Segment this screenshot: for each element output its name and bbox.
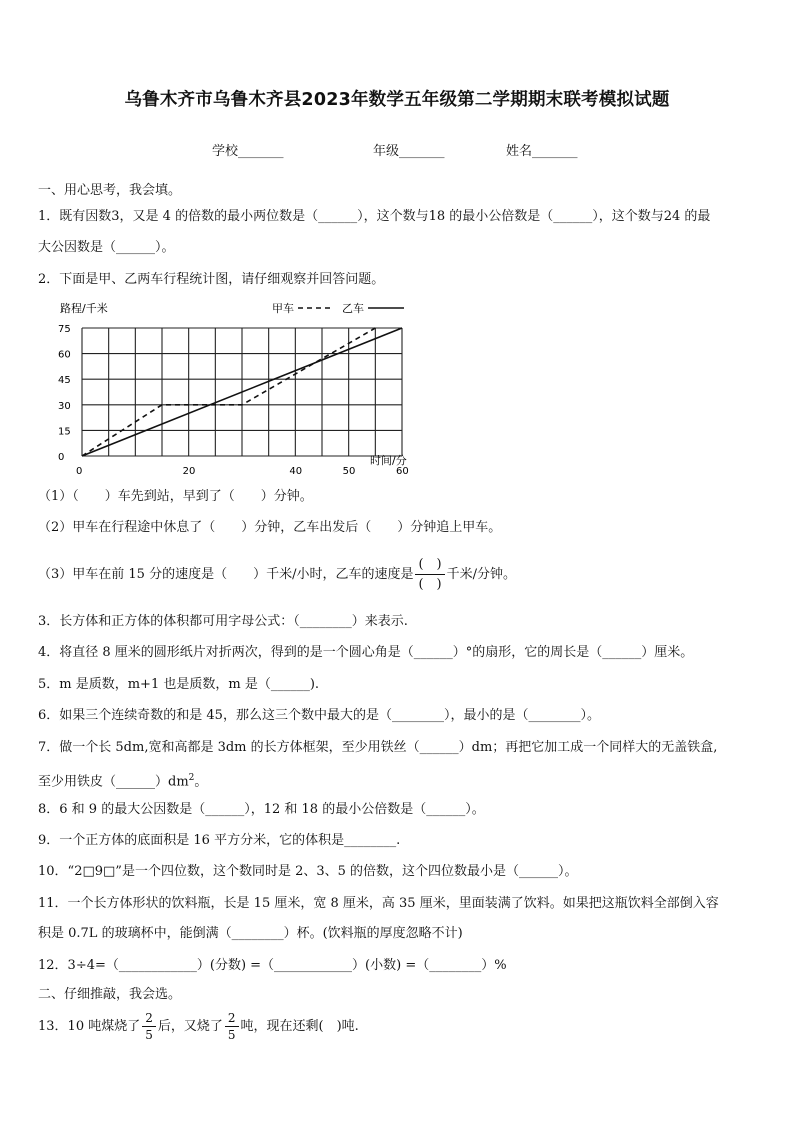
legend-label: 甲车 — [272, 302, 294, 315]
question-2: 2．下面是甲、乙两车行程统计图，请仔细观察并回答问题。 — [38, 272, 385, 287]
fraction-two-fifths-a — [142, 1010, 156, 1043]
x-tick-label: 40 — [289, 466, 303, 477]
question-11-line-1: 11．一个长方体形状的饮料瓶，长是 15 厘米，宽 8 厘米，高 35 厘米，里面装满了饮料。如果把这瓶饮料全部倒入容 — [38, 896, 719, 911]
question-2-part-2: （2）甲车在行程途中休息了（ ）分钟，乙车出发后（ ）分钟追上甲车。 — [38, 520, 502, 535]
speed-fraction — [415, 555, 444, 594]
section-heading-1: 一、用心思考，我会填。 — [38, 183, 182, 198]
question-13-text-a: 13．10 吨煤烧了 — [38, 1019, 141, 1034]
chart-legend — [272, 302, 404, 315]
question-3: 3．长方体和正方体的体积都可用字母公式：（________）来表示. — [38, 614, 408, 629]
fraction-two-fifths-b — [225, 1010, 239, 1043]
travel-chart — [40, 298, 420, 484]
series-line-jia — [82, 328, 375, 456]
question-7-line-2 — [38, 768, 760, 792]
y-axis-ticks — [58, 324, 71, 463]
x-axis-ticks — [76, 466, 409, 477]
question-5: 5．m 是质数，m+1 也是质数，m 是（______). — [38, 677, 320, 692]
grade-field: 年级_______ — [373, 144, 445, 159]
y-tick-label: 15 — [58, 426, 71, 438]
question-10: 10．“2□9□”是一个四位数，这个数同时是 2、3、5 的倍数，这个四位数最小是（______）。 — [38, 864, 578, 879]
x-tick-label: 60 — [396, 466, 409, 477]
y-tick-label: 45 — [58, 375, 71, 387]
x-axis-label: 时间/分 — [370, 454, 407, 467]
question-7-line-1: 7．做一个长 5dm,宽和高都是 3dm 的长方体框架，至少用铁丝（______）dm；再把它加工成一个同样大的无盖铁盒, — [38, 740, 718, 755]
y-tick-label: 0 — [58, 452, 65, 463]
question-12: 12．3÷4=（____________）(分数) =（____________）(小数) =（________）% — [38, 958, 507, 973]
y-tick-label: 30 — [58, 400, 71, 412]
question-6: 6．如果三个连续奇数的和是 45，那么这三个数中最大的是（________），最小的是（________）。 — [38, 708, 600, 723]
y-axis-label: 路程/千米 — [60, 302, 108, 315]
y-tick-label: 60 — [58, 349, 71, 361]
question-2-part-3 — [38, 555, 760, 594]
question-2-part-1: （1）（ ）车先到站，早到了（ ）分钟。 — [38, 489, 313, 504]
question-11-line-2: 积是 0.7L 的玻璃杯中，能倒满（________）杯。(饮料瓶的厚度忽略不计) — [38, 926, 463, 941]
superscript-2: 2 — [188, 773, 195, 783]
fraction-numerator: 2 — [142, 1010, 156, 1027]
x-tick-label: 20 — [182, 466, 196, 477]
question-1-line-2: 大公因数是（______）。 — [38, 240, 175, 255]
fraction-denominator: 5 — [145, 1028, 153, 1042]
question-4: 4．将直径 8 厘米的圆形纸片对折两次，得到的是一个圆心角是（______）°的扇形，它的周长是（______）厘米。 — [38, 645, 694, 660]
question-2-part-3-text: （3）甲车在前 15 分的速度是（ ）千米/小时，乙车的速度是 — [38, 567, 414, 582]
question-7-end: 。 — [194, 774, 208, 790]
fraction-numerator: 2 — [225, 1010, 239, 1027]
question-9: 9．一个正方体的底面积是 16 平方分米，它的体积是________. — [38, 833, 401, 848]
question-1-line-1: 1．既有因数3，又是 4 的倍数的最小两位数是（______），这个数与18 的最小公倍数是（______），这个数与24 的最 — [38, 209, 711, 224]
fraction-denominator: ( ) — [418, 577, 442, 592]
question-13-text-b: 后，又烧了 — [157, 1019, 223, 1034]
name-field: 姓名_______ — [506, 144, 578, 159]
y-tick-label: 75 — [58, 324, 71, 335]
question-13-text-c: 吨，现在还剩( )吨. — [240, 1019, 359, 1034]
page-title: 乌鲁木齐市乌鲁木齐县2023年数学五年级第二学期期末联考模拟试题 — [124, 90, 670, 110]
fraction-denominator: 5 — [227, 1028, 236, 1042]
fraction-numerator: ( ) — [415, 555, 444, 575]
question-8: 8．6 和 9 的最大公因数是（______），12 和 18 的最小公倍数是（______）。 — [38, 802, 485, 817]
question-13 — [38, 1010, 760, 1043]
question-2-part-3-unit: 千米/分钟。 — [446, 567, 517, 582]
legend-label: 乙车 — [342, 302, 364, 315]
x-tick-label: 0 — [76, 466, 83, 477]
section-heading-2: 二、仔细推敲，我会选。 — [38, 987, 182, 1002]
x-tick-label: 50 — [342, 466, 356, 477]
school-field: 学校_______ — [212, 144, 284, 159]
question-7-line-2-text: 至少用铁皮（______）dm — [38, 774, 189, 790]
